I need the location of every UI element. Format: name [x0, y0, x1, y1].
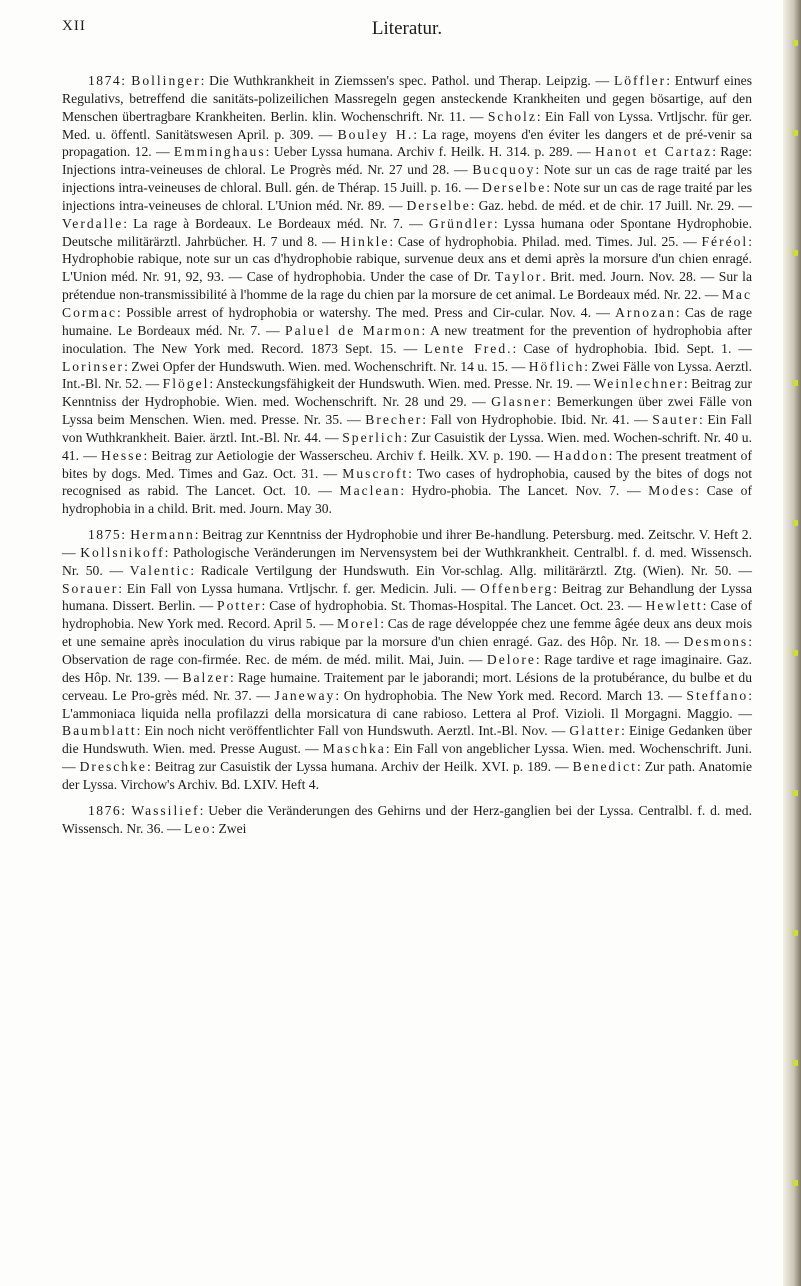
author-name: Lente Fred. [424, 340, 513, 356]
citation-text: : Zwei Fälle von Lyssa. Aerztl. Int.-Bl. Nr. 52. — [62, 358, 753, 392]
author-name: Löffler [613, 73, 667, 88]
author-name: Lorinser [62, 358, 125, 374]
citation-text: : Zur path. Anatomie der Lyssa. Virchow's Archiv. Bd. LXIV. Heft 4. [62, 759, 753, 792]
author-name: Sorauer [62, 580, 119, 596]
citation-text: : Possible arrest of hydrophobia or watershy. The med. Press and Cir-cular. Nov. 4. — [117, 304, 616, 320]
citation-text: : Ein Fall von Lyssa humana. Vrtljschr. f. ger. Medicin. Juli. — [118, 580, 480, 596]
edge-mark [792, 930, 798, 936]
entry-year: 1874: [88, 73, 127, 88]
author-name: Hewlett [645, 598, 703, 614]
author-name: Leo [184, 820, 212, 836]
author-name: Sauter [652, 412, 700, 428]
citation-text: : Ein Fall von Wuthkrankheit. Baier. ärztl. Int.-Bl. Nr. 44. — [62, 412, 752, 445]
citation-text: : Case of hydrophobia in a child. Brit. med. Journ. May 30. [62, 483, 753, 517]
citation-text: : Die Wuthkrankheit in Ziemssen's spec. Pathol. und Therap. Leipzig. — [200, 73, 614, 88]
edge-mark [792, 1180, 798, 1186]
citation-text: : Zwei [211, 820, 247, 836]
author-name: Weinlechner [593, 376, 684, 392]
author-name: Hanot et Cartaz [595, 144, 713, 160]
citation-text: : Beitrag zur Casuistik der Lyssa humana. Archiv der Heilk. XVI. p. 189. — [146, 759, 573, 775]
author-name: Desmons [683, 634, 749, 650]
citation-text: : Beitrag zur Aetiologie der Wasserscheu. Archiv f. Heilk. XV. p. 190. — [143, 447, 554, 463]
citation-text: : Ueber die Veränderungen des Gehirns und der Herz-ganglien bei der Lyssa. Centralbl. f. d. med. Wissensch. Nr. 36. — [62, 802, 752, 836]
citation-text: : Zur Casuistik der Lyssa. Wien. med. Wochen-schrift. Nr. 40 u. 41. — [62, 429, 752, 463]
citation-text: : La rage, moyens d'en éviter les dangers et de pré-venir sa propagation. 12. — [62, 126, 752, 160]
citation-text: : Bemerkungen über zwei Fälle von Lyssa beim Menschen. Wien. med. Presse. Nr. 35. — [62, 394, 752, 428]
citation-text: : Radicale Vertilgung der Hundswuth. Ein Vor-schlag. Allg. militärärztl. Ztg. (Wien). Nr. 50. — [190, 562, 752, 578]
author-name: Maclean [339, 483, 401, 499]
citation-text: . Brit. med. Journ. Nov. 28. — Sur la prétendue non-transmissibilité à l'homme de la rage du chien par la morsure de cet animal. Le Bordeaux méd. Nr. 22. — [62, 269, 752, 303]
author-name: Maschka [322, 741, 386, 757]
edge-mark [792, 40, 798, 46]
citation-text: : Rage tardive et rage imaginaire. Gaz. des Hôp. Nr. 139. — [62, 652, 752, 685]
bibliography-entry-1874 [62, 72, 752, 518]
citation-text: : Case of hydrophobia. New York med. Record. April 5. — [62, 598, 753, 632]
author-name: Modes [648, 483, 696, 499]
author-name: Kollsnikoff [80, 544, 165, 560]
citation-text: : La rage à Bordeaux. Le Bordeaux méd. Nr. 7. — [123, 215, 429, 231]
author-name: Emminghaus [173, 144, 266, 160]
author-name: Derselbe [481, 180, 547, 196]
author-name: Gründler [428, 215, 494, 231]
author-name: Baumblatt [62, 723, 137, 739]
citation-text: : Cas de rage développée chez une femme âgée deux ans deux mois et une semaine après inoculation du virus rabique par la morsure d'un chien enragé. Gaz. des Hôp. Nr. 18. — [62, 616, 752, 650]
author-name: Derselbe [406, 197, 471, 213]
author-name: Wassilief [131, 802, 200, 818]
citation-text: : Beitrag zur Kenntniss der Hydrophobie und ihrer Be-handlung. Petersburg. med. Zeitschr. V. Heft 2. — [62, 527, 753, 560]
citation-text: : Beitrag zur Behandlung der Lyssa humana. Dissert. Berlin. — [62, 580, 752, 614]
author-name: Féréol [701, 233, 749, 249]
bibliography-text [62, 72, 752, 837]
running-title: Literatur. [371, 18, 443, 39]
author-name: Scholz [487, 108, 537, 124]
page-edge [783, 0, 801, 1286]
author-name: Steffano [686, 687, 749, 703]
citation-text: : Ein Fall von Lyssa. Vrtljschr. für ger. Med. u. öffentl. Sanitätswesen April. p. 309. — [62, 108, 753, 142]
citation-text: : Note sur un cas de rage traité par les injections intra-veineuses de chloral. L'Union méd. Nr. 89. — [62, 180, 752, 213]
citation-text: : Ein Fall von angeblicher Lyssa. Wien. med. Wochenschrift. Juni. — [62, 741, 752, 775]
author-name: Bucquoy [472, 162, 536, 178]
citation-text: : Rage: Injections intra-veineuses de chloral. Le Progrès méd. Nr. 27 und 28. — [62, 144, 752, 178]
edge-mark [792, 790, 798, 796]
author-name: Hinkle [340, 233, 390, 249]
edge-mark [792, 1060, 798, 1066]
citation-text: : Beitrag zur Kenntniss der Hydrophobie. Wien. med. Wochenschrift. Nr. 28 und 29. — [62, 376, 752, 410]
author-name: Sperlich [342, 429, 404, 445]
author-name: Arnozan [615, 304, 676, 320]
citation-text: : Rage humaine. Traitement par le jaborandi; mort. Lésions de la protubérance, du bulbe et du cerveau. Le Pro-grès méd. Nr. 37. — [62, 669, 752, 703]
citation-text: : Hydro-phobia. The Lancet. Nov. 7. — [400, 483, 649, 499]
citation-text: : Ueber Lyssa humana. Archiv f. Heilk. H. 314. p. 289. — [265, 144, 596, 160]
citation-text: : L'ammoniaca liquida nella profilazzi della morsicatura di cane rabioso. Lettera al Prof. Vizioli. Il Morgagni. Maggio. — [62, 687, 753, 721]
author-name: Valentic [129, 562, 191, 578]
citation-text: : Case of hydrophobia. St. Thomas-Hospital. The Lancet. Oct. 23. — [261, 598, 646, 614]
author-name: Verdalle [62, 215, 124, 231]
citation-text: : Hydrophobie rabique, note sur un cas d'hydrophobie rabique, survenue deux ans et demi après la morsure d'un chien enragé. L'Union méd. Nr. 91, 92, 93. — Case of hydrophobia. Under the case of Dr. [62, 233, 752, 285]
author-name: Glatter [569, 723, 622, 739]
author-name: Flögel [162, 376, 210, 392]
author-name: Mac Cormac [62, 287, 752, 320]
citation-text: : Note sur un cas de rage traité par les injections intra-veineuses de chloral. Bull. gén. de Thérap. 15 Juill. p. 16. — [62, 162, 752, 196]
author-name: Brecher [365, 412, 423, 428]
citation-text: : A new treatment for the prevention of hydrophobia after inoculation. The New York med. Record. 1873 Sept. 15. — [62, 322, 753, 356]
citation-text: : Lyssa humana oder Spontane Hydrophobie. Deutsche militärärztl. Jahrbücher. H. 7 und 8. — [62, 215, 752, 249]
author-name: Balzer [182, 669, 230, 685]
citation-text: : Fall von Hydrophobie. Ibid. Nr. 41. — [422, 412, 653, 428]
citation-text: : The present treatment of bites by dogs. Med. Times and Gaz. Oct. 31. — [62, 447, 752, 481]
edge-mark [792, 380, 798, 386]
author-name: Delore [486, 652, 536, 667]
author-name: Taylor [495, 269, 543, 285]
citation-text: : Case of hydrophobia. Philad. med. Times. Jul. 25. — [389, 233, 702, 249]
edge-mark [792, 520, 798, 526]
page-number: XII [62, 18, 86, 34]
bibliography-entry-1876 [62, 802, 752, 838]
citation-text: : Zwei Opfer der Hundswuth. Wien. med. Wochenschrift. Nr. 14 u. 15. — [124, 358, 529, 374]
citation-text: : Case of hydrophobia. Ibid. Sept. 1. — [512, 340, 752, 356]
edge-mark [792, 650, 798, 656]
author-name: Dreschke [79, 759, 147, 775]
citation-text: : Ein noch nicht veröffentlichter Fall von Hundswuth. Aerztl. Int.-Bl. Nov. — [136, 723, 570, 739]
citation-text: : Cas de rage humaine. Le Bordeaux méd. Nr. 7. — [62, 304, 752, 338]
author-name: Muscroft [342, 465, 409, 481]
author-name: Bollinger [131, 73, 201, 88]
author-name: Offenberg [479, 580, 554, 596]
edge-mark [792, 130, 798, 136]
citation-text: : On hydrophobia. The New York med. Record. March 13. — [335, 687, 687, 703]
entry-year: 1876: [88, 802, 127, 818]
author-name: Paluel de Marmon [285, 322, 422, 338]
citation-text: : Gaz. hebd. de méd. et de chir. 17 Juill. Nr. 29. — [470, 197, 752, 213]
author-name: Morel [336, 616, 381, 632]
author-name: Potter [217, 598, 262, 614]
citation-text: : Ansteckungsfähigkeit der Hundswuth. Wien. med. Presse. Nr. 19. — [209, 376, 594, 392]
author-name: Benedict [572, 759, 637, 775]
author-name: Höflich [528, 358, 585, 374]
edge-mark [792, 250, 798, 256]
citation-text: : Pathologische Veränderungen im Nervensystem bei der Wuthkrankheit. Centralbl. f. d. med. Wissensch. Nr. 50. — [62, 544, 752, 578]
citation-text: : Two cases of hydrophobia, caused by the bites of dogs not recognised as rabid. The Lancet. Oct. 10. — [62, 465, 752, 499]
author-name: Bouley H. [337, 126, 414, 142]
author-name: Hermann [130, 527, 195, 543]
entry-year: 1875: [88, 527, 127, 543]
bibliography-entry-1875 [62, 526, 752, 794]
author-name: Hesse [100, 447, 144, 463]
citation-text: : Observation de rage con-firmée. Rec. de mém. de méd. milit. Mai, Juin. — [62, 634, 752, 667]
author-name: Janeway [274, 687, 336, 703]
author-name: Haddon [553, 447, 609, 463]
citation-text: : Entwurf eines Regulativs, betreffend die sanitäts-polizeilichen Massregeln gegen ansteckende Krankheiten und gegen bösartige, auf den Menschen übertragbare Krankheiten. Berlin. klin. Wochenschrift. Nr. 11. — [62, 73, 752, 124]
author-name: Glasner [491, 394, 548, 410]
citation-text: : Einige Gedanken über die Hundswuth. Wien. med. Presse August. — [62, 723, 752, 757]
page-header [62, 18, 752, 48]
